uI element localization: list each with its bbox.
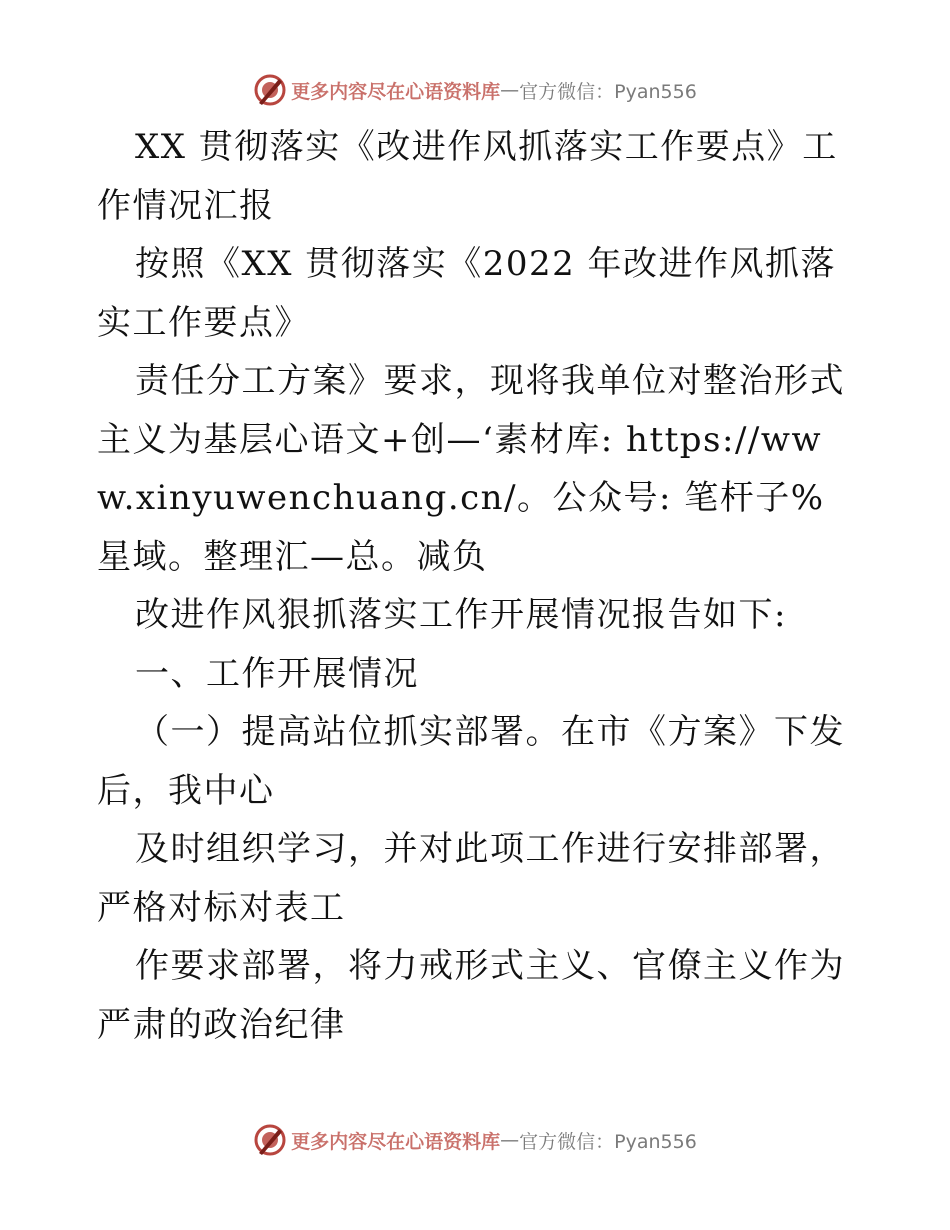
body-paragraph: 责任分工方案》要求，现将我单位对整治形式主义为基层心语文+创—‘素材库: https://www.xinyuwenchuang.cn/。公众号: 笔杆子%星域。整理汇—总。减负: [97, 361, 845, 577]
body-paragraph: 按照《XX 贯彻落实《2022 年改进作风抓落实工作要点》: [97, 244, 837, 343]
header-contact-text: 官方微信：Pyan556: [519, 80, 697, 103]
footer-watermark-banner: [0, 1120, 950, 1160]
document-title: XX 贯彻落实《改进作风抓落实工作要点》工作情况汇报: [97, 127, 838, 226]
body-paragraph: 改进作风狠抓落实工作开展情况报告如下:: [135, 595, 787, 635]
header-dash: —: [500, 79, 520, 101]
body-paragraph: 作要求部署，将力戒形式主义、官僚主义作为严肃的政治纪律: [97, 946, 845, 1045]
header-brand-text: 更多内容尽在心语资料库: [291, 80, 501, 103]
quill-seal-logo-icon: [253, 1123, 287, 1157]
section-heading: 一、工作开展情况: [135, 653, 419, 694]
footer-dash: —: [500, 1129, 520, 1151]
footer-brand-text: 更多内容尽在心语资料库: [291, 1130, 501, 1153]
body-paragraph: 及时组织学习，并对此项工作进行安排部署，严格对标对表工: [97, 829, 845, 928]
document-body: [97, 118, 857, 1054]
quill-seal-logo-icon: [253, 73, 287, 107]
subsection-paragraph: （一）提高站位抓实部署。在市《方案》下发后，我中心: [97, 712, 845, 811]
footer-contact-text: 官方微信：Pyan556: [519, 1130, 697, 1153]
header-watermark-banner: [0, 70, 950, 110]
